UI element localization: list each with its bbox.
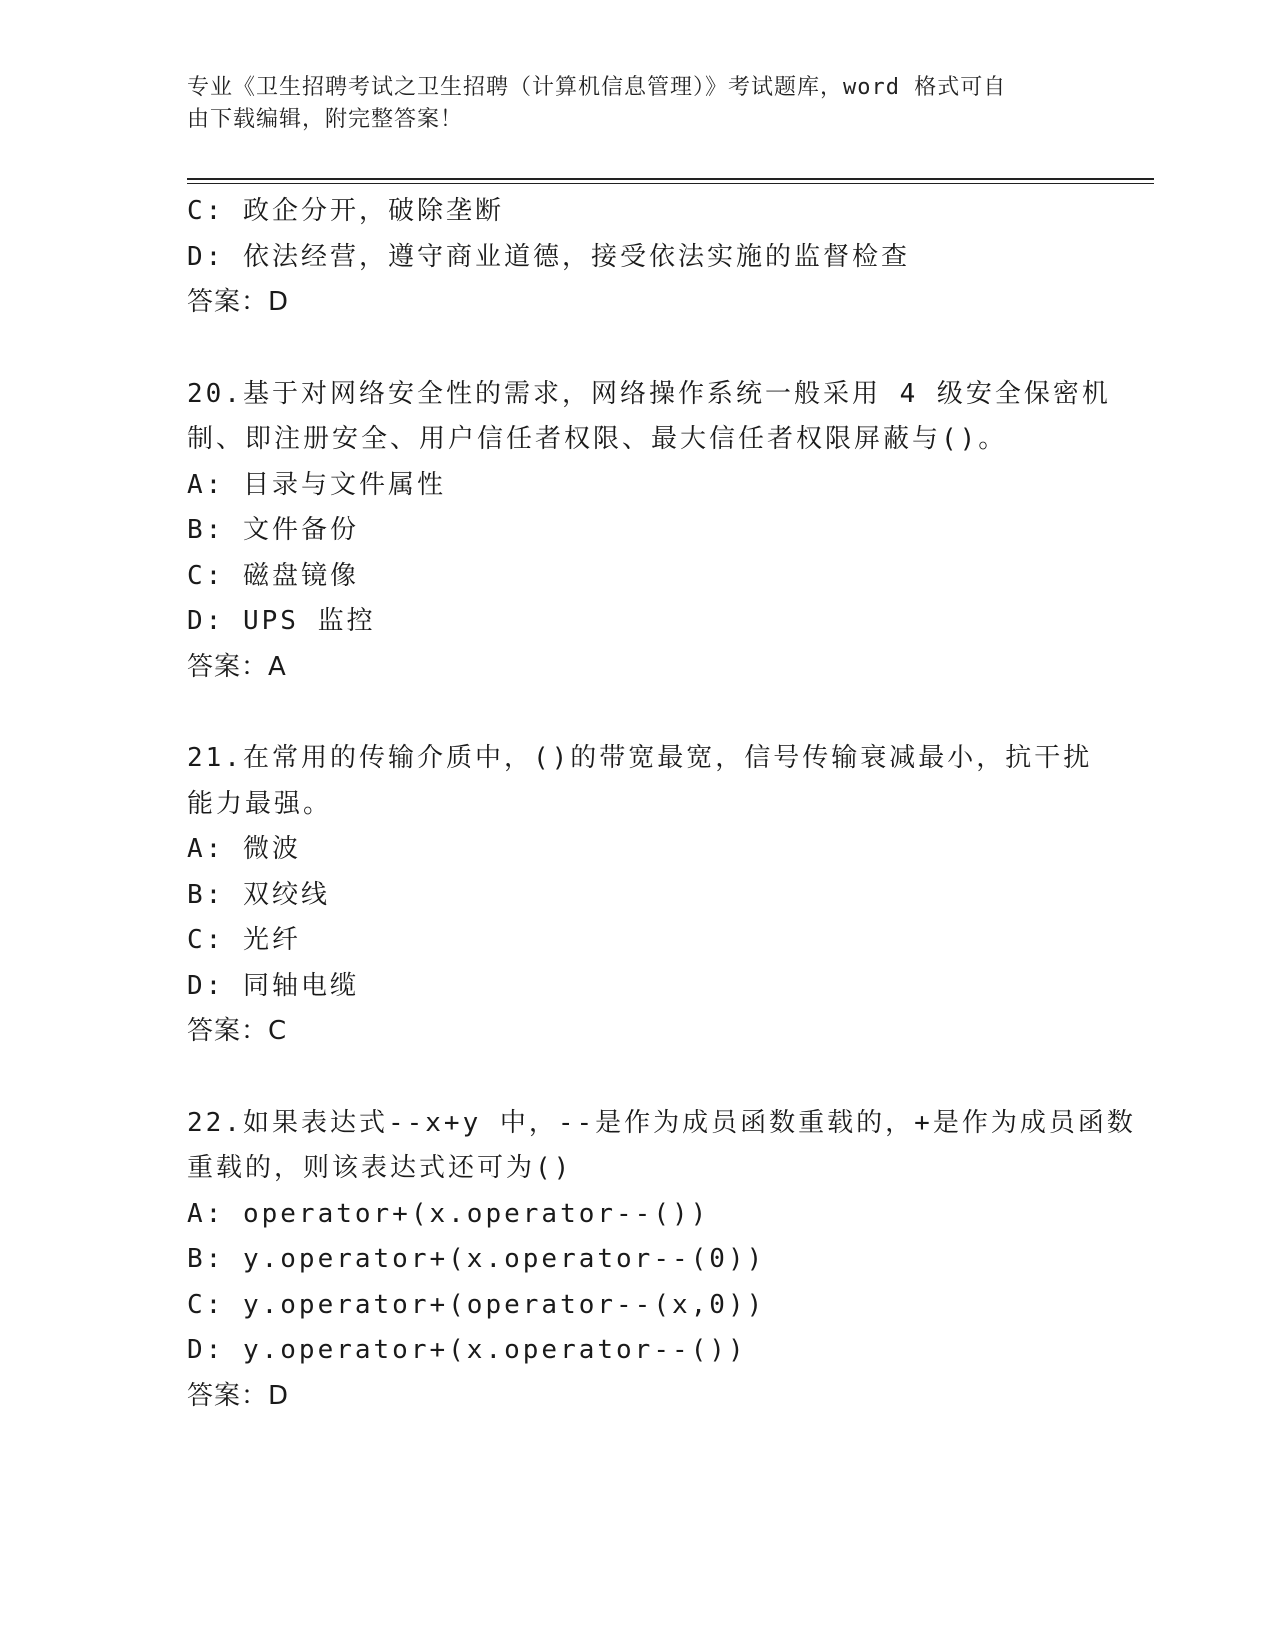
option-a: A: 目录与文件属性 [187,469,446,500]
answer-label: 答案：D [187,287,290,317]
option-d: D: y.operator+(x.operator--()) [187,1335,747,1365]
spacer [187,326,1087,372]
option-d: D: 同轴电缆 [187,970,359,1001]
question-list [187,189,1136,1419]
option-a: A: operator+(x.operator--()) [187,1198,710,1229]
option-d: D: UPS 监控 [187,606,376,636]
document-header [187,72,1067,136]
question-text-line-2: 能力最强。 [187,788,333,819]
header-divider-thick [187,178,1154,180]
question-block-prev [187,189,1087,326]
spacer [187,690,1087,736]
question-text-line-1: 20.基于对网络安全性的需求，网络操作系统一般采用 4 级安全保密机 [187,378,1111,409]
question-text-line-2: 重载的，则该表达式还可为() [187,1153,573,1183]
option-d: D: 依法经营，遵守商业道德，接受依法实施的监督检查 [187,241,910,272]
answer-label: 答案：A [187,651,287,682]
header-line-1: 专业《卫生招聘考试之卫生招聘（计算机信息管理）》考试题库，word 格式可自 [187,75,1007,100]
option-c: C: 政企分开，破除垄断 [187,196,504,226]
question-text-line-1: 22.如果表达式--x+y 中，--是作为成员函数重载的，+是作为成员函数 [187,1107,1136,1138]
question-block-21 [187,736,1093,1055]
option-c: C: 磁盘镜像 [187,560,359,591]
question-text-line-2: 制、即注册安全、用户信任者权限、最大信任者权限屏蔽与()。 [187,424,1008,454]
answer-label: 答案：C [187,1016,288,1046]
option-b: B: 文件备份 [187,515,359,545]
spacer [187,1055,1087,1101]
option-c: C: y.operator+(operator--(x,0)) [187,1289,766,1320]
header-line-2: 由下载编辑，附完整答案！ [187,107,464,132]
option-c: C: 光纤 [187,925,301,955]
question-block-22 [187,1101,1136,1420]
question-text-line-1: 21.在常用的传输介质中，()的带宽最宽，信号传输衰减最小，抗干扰 [187,743,1093,773]
question-block-20 [187,372,1111,691]
option-b: B: 双绞线 [187,879,330,910]
header-divider-thin [187,183,1154,184]
option-b: B: y.operator+(x.operator--(0)) [187,1244,766,1274]
option-a: A: 微波 [187,834,301,864]
answer-label: 答案：D [187,1380,290,1411]
